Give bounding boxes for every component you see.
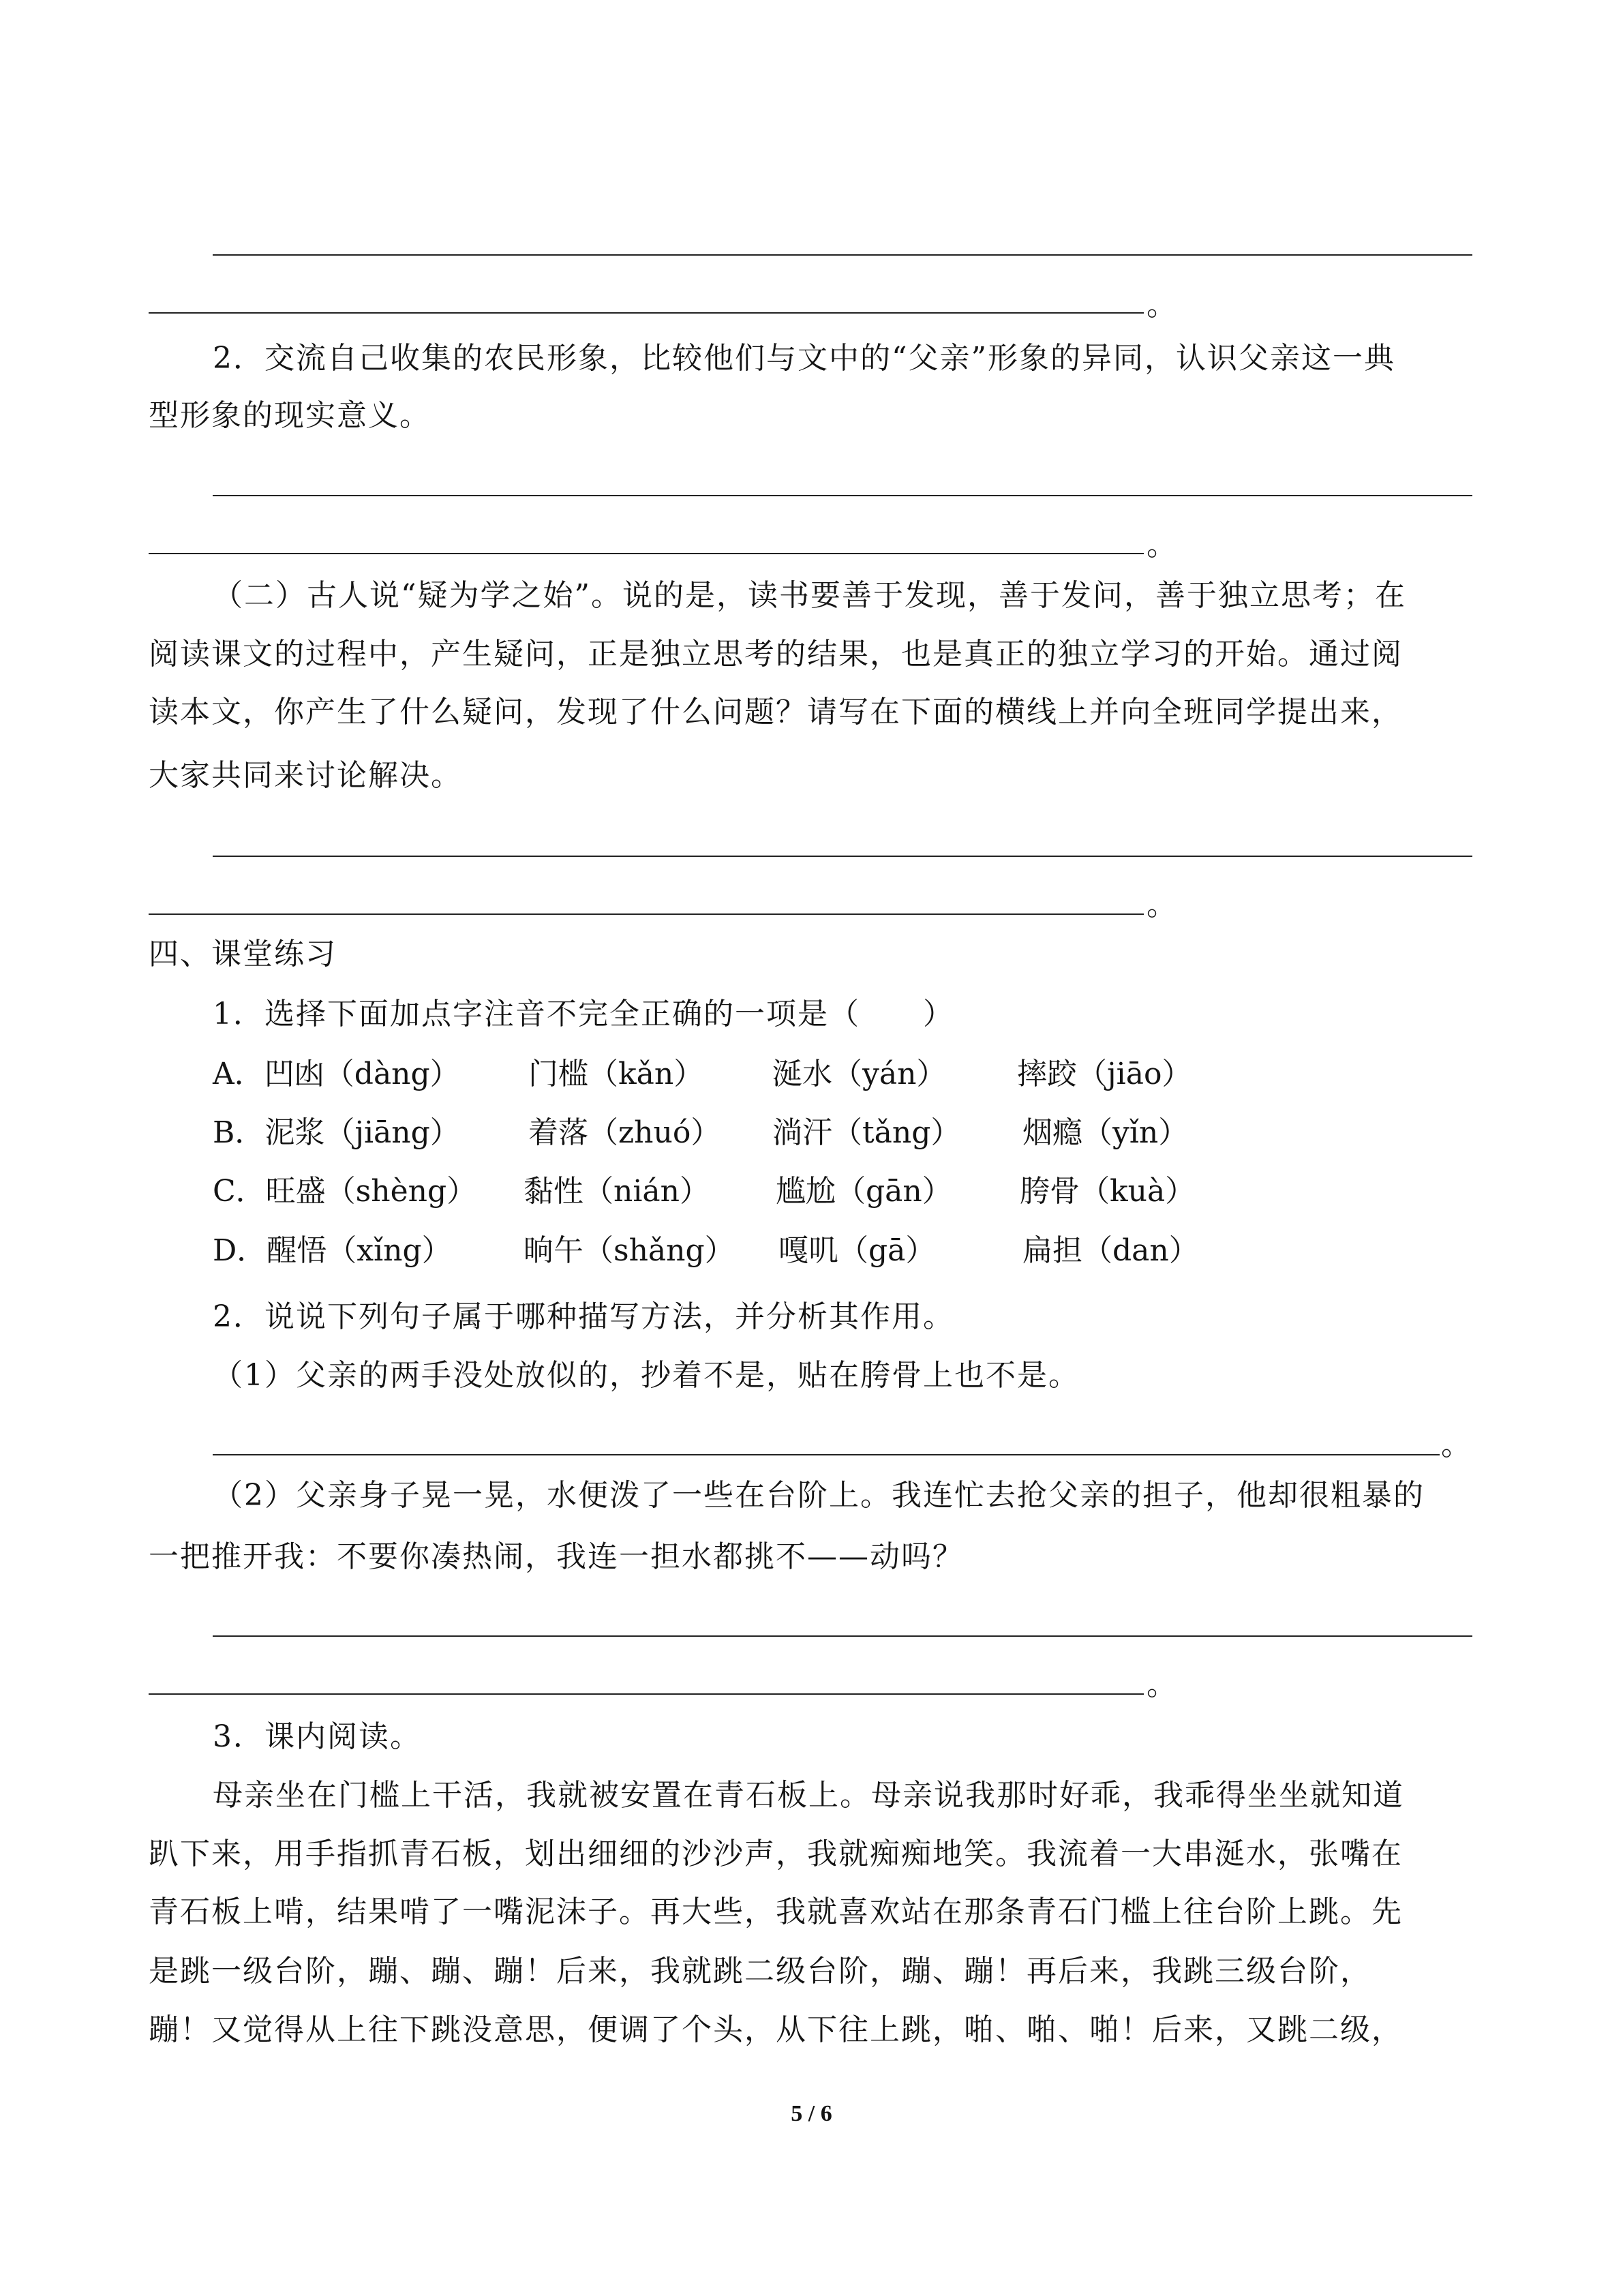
answer-end-mark: 。: [1147, 888, 1177, 922]
answer-line[interactable]: [213, 1635, 1472, 1637]
option-item: 嘎叽（gā）: [778, 1233, 936, 1268]
answer-line[interactable]: [149, 553, 1144, 554]
section-heading: 四、课堂练习: [149, 937, 337, 971]
option-item: 着落（zhuó）: [528, 1115, 721, 1150]
part2-text: 大家共同来讨论解决。: [149, 758, 462, 793]
option-label: A．凹凼（dàng）: [213, 1057, 460, 1091]
answer-line[interactable]: [149, 1693, 1144, 1695]
exercise-2-question: 2．说说下列句子属于哪种描写方法，并分析其作用。: [213, 1299, 954, 1334]
exercise-2-sentence-2: （2）父亲身子晃一晃，水便泼了一些在台阶上。我连忙去抢父亲的担子，他却很粗暴的: [213, 1478, 1425, 1513]
answer-line[interactable]: [149, 913, 1144, 915]
answer-line[interactable]: [213, 1454, 1440, 1455]
option-item: 门槛（kǎn）: [528, 1057, 704, 1091]
exercise-1-question: 1．选择下面加点字注音不完全正确的一项是（ ）: [213, 997, 954, 1031]
answer-end-mark: 。: [1147, 528, 1177, 562]
part2-text: 阅读课文的过程中，产生疑问，正是独立思考的结果，也是真正的独立学习的开始。通过阅: [149, 637, 1403, 671]
option-item: 黏性（nián）: [524, 1174, 710, 1209]
option-item: 摔跤（jiāo）: [1017, 1057, 1192, 1091]
page-number: 5 / 6: [791, 2101, 832, 2126]
option-c[interactable]: [213, 1173, 476, 1211]
reading-passage-line: 趴下来，用手指抓青石板，划出细细的沙沙声，我就痴痴地笑。我流着一大串涎水，张嘴在: [149, 1837, 1403, 1871]
q2-text: 型形象的现实意义。: [149, 398, 431, 433]
option-item: 尴尬（gān）: [776, 1174, 952, 1209]
option-item: 晌午（shǎng）: [524, 1233, 735, 1268]
option-label: C．旺盛（shèng）: [213, 1174, 477, 1209]
reading-passage-line: 青石板上啃，结果啃了一嘴泥沫子。再大些，我就喜欢站在那条青石门槛上往台阶上跳。先: [149, 1894, 1403, 1929]
reading-passage-line: 母亲坐在门槛上干活，我就被安置在青石板上。母亲说我那时好乖，我乖得坐坐就知道: [213, 1778, 1404, 1813]
answer-line[interactable]: [213, 856, 1472, 857]
option-a[interactable]: [213, 1055, 460, 1093]
reading-passage-line: 是跳一级台阶，蹦、蹦、蹦！后来，我就跳二级台阶，蹦、蹦！再后来，我跳三级台阶，: [149, 1954, 1371, 1989]
q2-text: 2．交流自己收集的农民形象，比较他们与文中的“父亲”形象的异同，认识父亲这一典: [213, 341, 1395, 376]
option-b[interactable]: [213, 1114, 460, 1152]
answer-end-mark: 。: [1147, 1667, 1177, 1702]
option-item: 烟瘾（yǐn）: [1022, 1115, 1189, 1150]
exercise-2-sentence-2: 一把推开我：不要你凑热闹，我连一担水都挑不——动吗？: [149, 1539, 964, 1574]
option-item: 淌汗（tǎng）: [772, 1115, 961, 1150]
part2-text: （二）古人说“疑为学之始”。说的是，读书要善于发现，善于发问，善于独立思考；在: [213, 578, 1406, 613]
option-item: 扁担（dan）: [1022, 1233, 1199, 1268]
part2-text: 读本文，你产生了什么疑问，发现了什么问题？请写在下面的横线上并向全班同学提出来，: [149, 695, 1403, 729]
option-label: D．醒悟（xǐng）: [213, 1233, 452, 1268]
exercise-2-sentence-1: （1）父亲的两手没处放似的，抄着不是，贴在胯骨上也不是。: [213, 1358, 1080, 1393]
answer-line[interactable]: [149, 312, 1144, 314]
answer-end-mark: 。: [1147, 288, 1177, 322]
option-d[interactable]: [213, 1232, 452, 1270]
answer-end-mark: 。: [1441, 1428, 1471, 1462]
option-item: 胯骨（kuà）: [1020, 1174, 1196, 1209]
answer-line[interactable]: [213, 254, 1472, 256]
answer-line[interactable]: [213, 495, 1472, 496]
option-item: 涎水（yán）: [772, 1057, 947, 1091]
reading-passage-line: 蹦！又觉得从上往下跳没意思，便调了个头，从下往上跳，啪、啪、啪！后来，又跳二级，: [149, 2012, 1403, 2047]
exercise-3-question: 3．课内阅读。: [213, 1719, 421, 1754]
option-label: B．泥浆（jiāng）: [213, 1115, 460, 1150]
